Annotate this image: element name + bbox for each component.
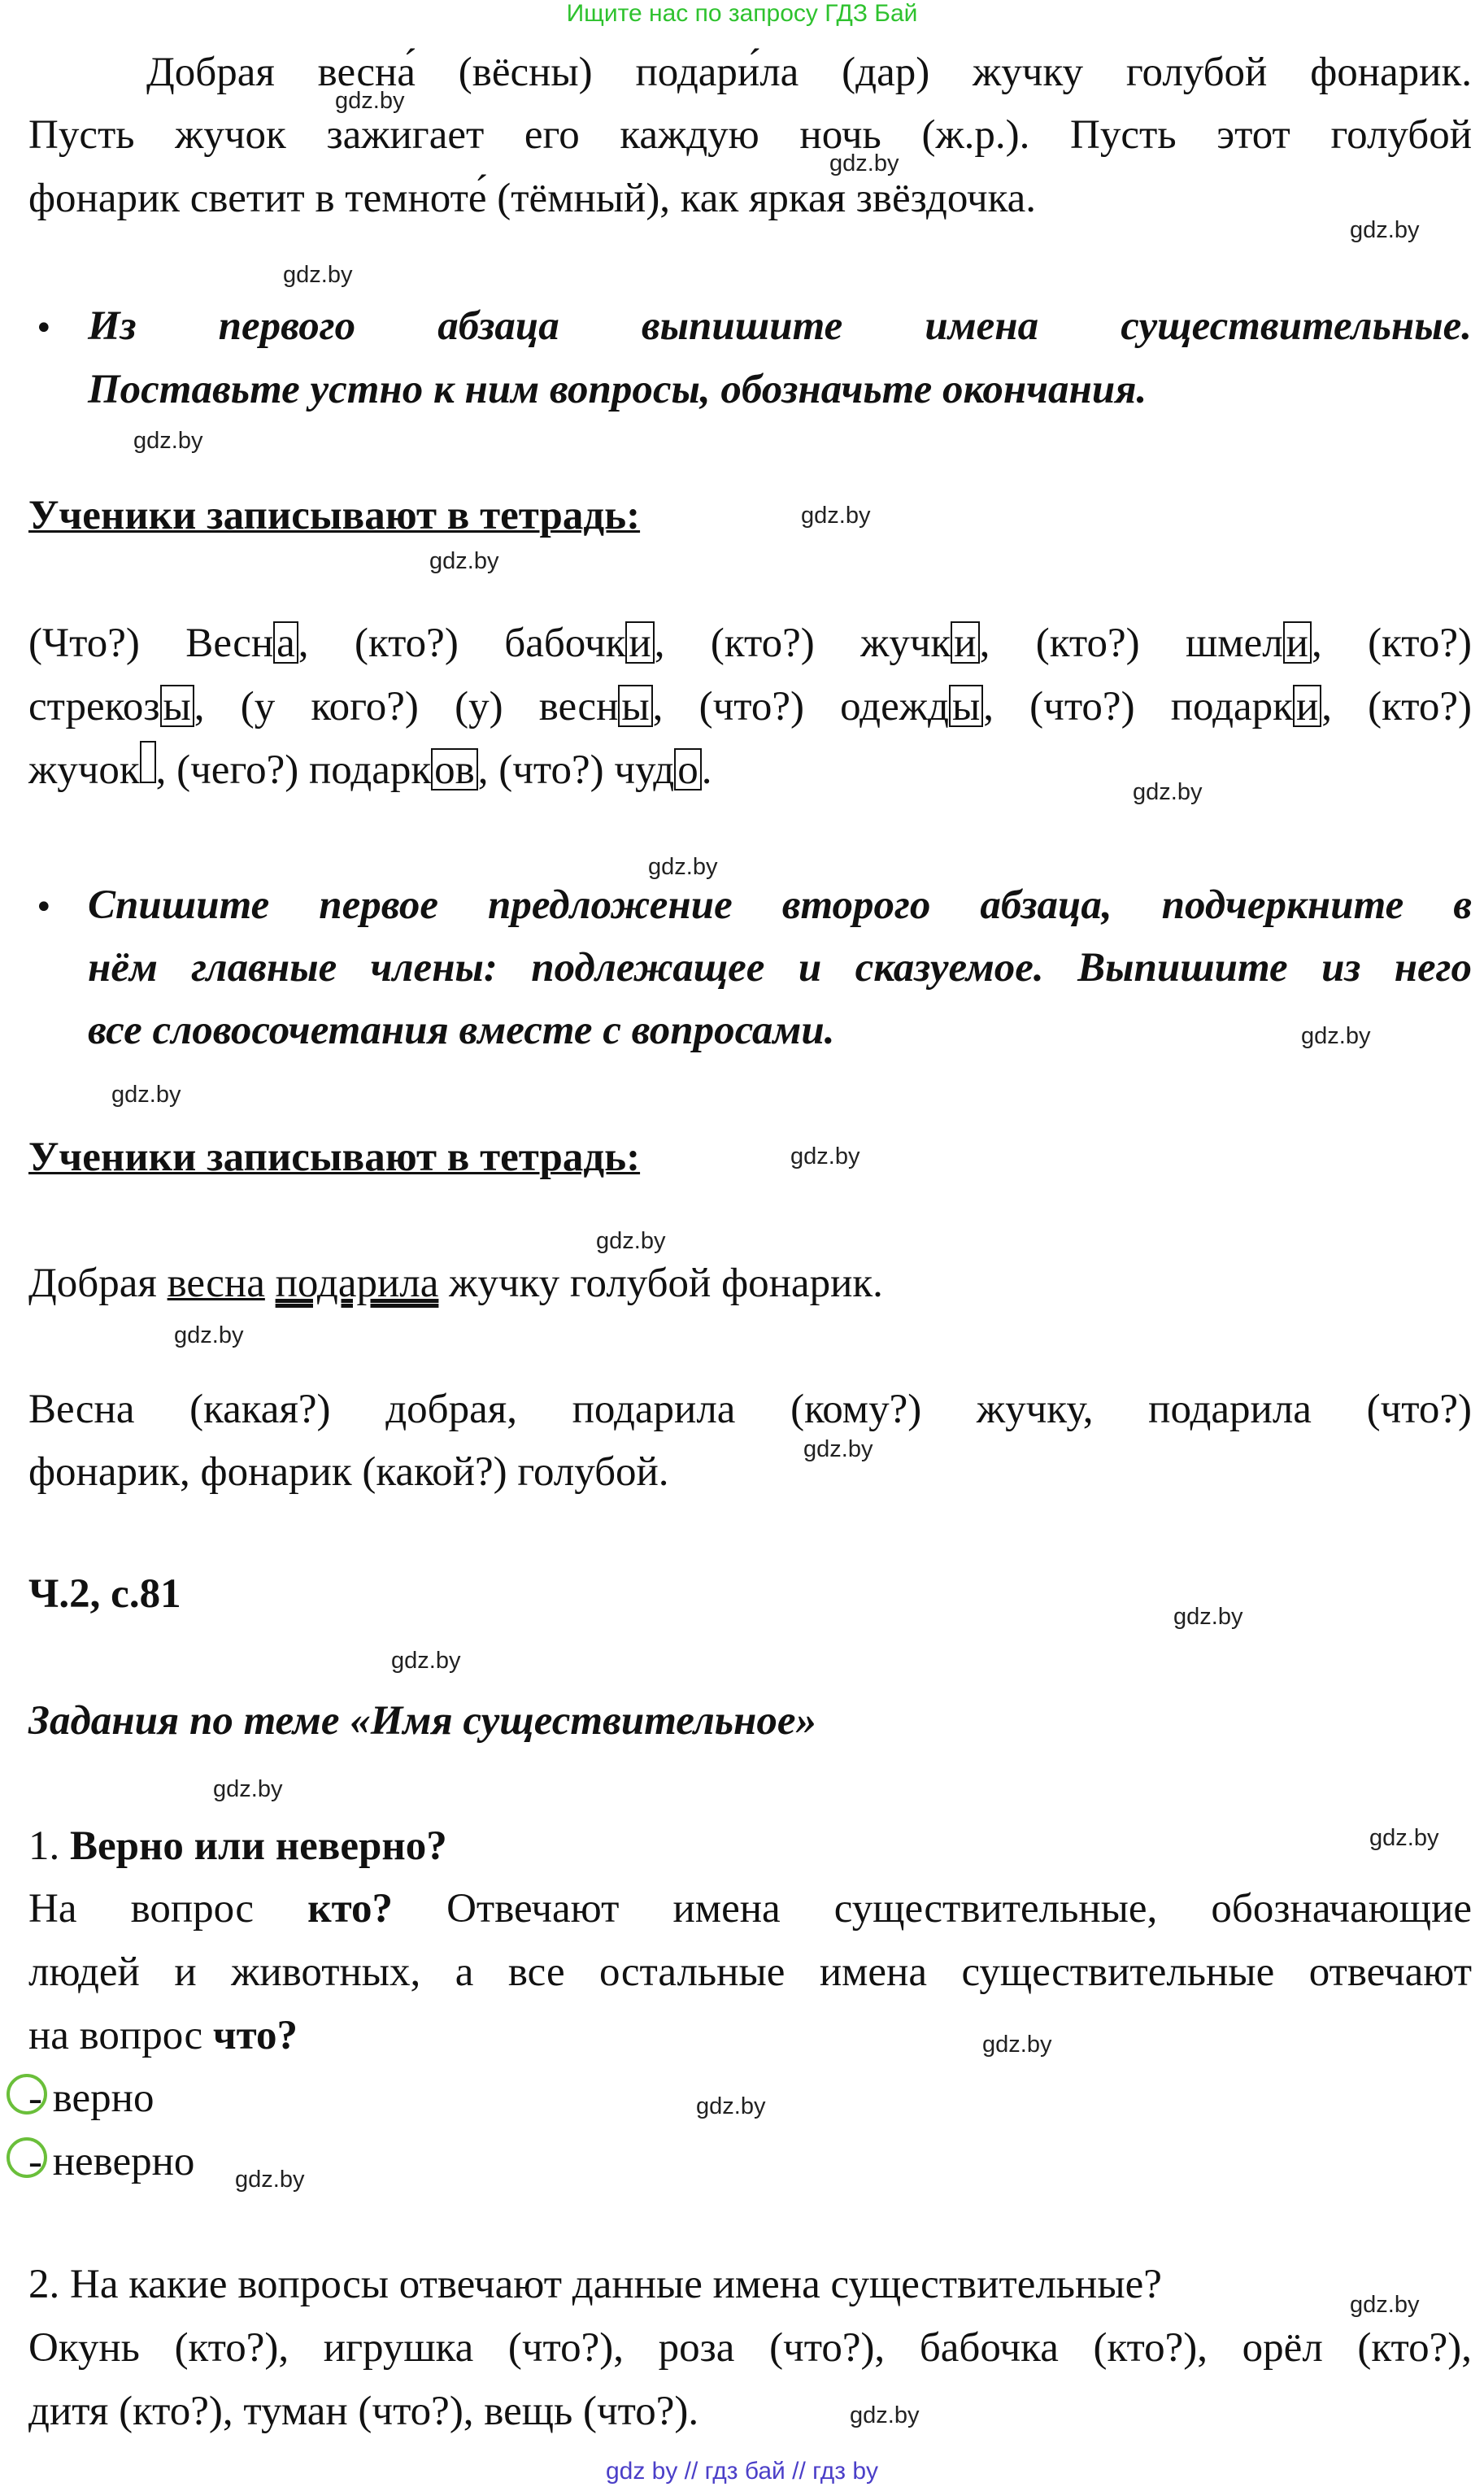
watermark: gdz.by	[1369, 1825, 1439, 1851]
watermark: gdz.by	[133, 428, 203, 454]
task1-line2: Поставьте устно к ним вопросы, обозначьте окончания.	[88, 367, 1147, 412]
task2-line3: все словосочетания вместе с вопросами.	[88, 1008, 835, 1053]
q1-text: На вопрос	[28, 1886, 308, 1932]
watermark: gdz.by	[174, 1322, 244, 1348]
watermark: gdz.by	[982, 2032, 1052, 2058]
watermark: gdz.by	[1350, 2292, 1420, 2318]
answer-text: .	[701, 747, 712, 793]
answer-text: , (чего?) подарк	[155, 747, 432, 793]
watermark: gdz.by	[391, 1648, 461, 1674]
watermark: gdz.by	[235, 2167, 305, 2193]
paragraph1-line3: фонарик светит в темноте́ (тёмный), как яркая звёздочка.	[28, 176, 1037, 221]
watermark: gdz.by	[596, 1228, 666, 1254]
answer1-line2	[28, 675, 1472, 738]
section-subtitle: Задания по теме «Имя существительное»	[28, 1698, 816, 1744]
watermark: gdz.by	[1133, 779, 1203, 805]
answer-text: жучку голубой фонарик.	[438, 1261, 883, 1306]
answer-text: , (что?) одежд	[652, 684, 949, 730]
q1-bold: что?	[212, 2013, 298, 2058]
answer2-sentence	[28, 1252, 1472, 1315]
footer-note: gdz by // гдз бай // гдз by	[605, 2458, 879, 2485]
empty-ending-box	[140, 741, 156, 783]
watermark: gdz.by	[335, 88, 405, 114]
watermark: gdz.by	[801, 503, 871, 529]
answer-text	[265, 1261, 276, 1306]
q1-line2: людей и животных, а все остальные имена существительные отвечают	[28, 1949, 1472, 1995]
ending-box: и	[625, 621, 654, 664]
q1-number: 1.	[28, 1823, 70, 1869]
q1-option-true: - верно	[28, 2075, 154, 2121]
paragraph1-line2: Пусть жучок зажигает его каждую ночь (ж.р.). Пусть этот голубой	[28, 112, 1472, 158]
ending-box: и	[951, 621, 979, 664]
subject-underlined: весна	[167, 1261, 265, 1306]
watermark: gdz.by	[829, 150, 899, 176]
answer-text: , (кто?)	[1321, 684, 1473, 730]
ending-box: а	[273, 621, 298, 664]
q1-text: Отвечают имена существительные, обозначающие	[392, 1886, 1472, 1932]
ending-box: ов	[431, 748, 478, 791]
watermark: gdz.by	[283, 262, 353, 288]
answer-text: Добрая	[28, 1261, 168, 1306]
paragraph1-line1: Добрая весна́ (вёсны) подари́ла (дар) жучку голубой фонарик.	[146, 50, 1472, 95]
q2-line1: 2. На какие вопросы отвечают данные имена существительные?	[28, 2262, 1162, 2307]
watermark: gdz.by	[648, 854, 718, 880]
answer-text: , (кто?) бабочк	[298, 621, 626, 666]
q1-line3	[28, 2004, 1472, 2067]
watermark: gdz.by	[850, 2402, 920, 2428]
answer-text: , (что?) подарк	[983, 684, 1293, 730]
section-title: Ч.2, с.81	[28, 1571, 181, 1617]
answer-text: , (у кого?) (у) весн	[194, 684, 619, 730]
task1-line1: Из первого абзаца выпишите имена существительные.	[88, 303, 1472, 349]
q2-line2: Окунь (кто?), игрушка (что?), роза (что?), бабочка (кто?), орёл (кто?),	[28, 2325, 1472, 2371]
answer-text: , (кто?) жучк	[654, 621, 951, 666]
watermark: gdz.by	[1301, 1023, 1371, 1049]
ending-box: ы	[949, 685, 983, 727]
bullet-icon: •	[34, 310, 54, 347]
answer-text: стрекоз	[28, 684, 160, 730]
predicate-underlined: подарила	[275, 1261, 439, 1306]
task2-line2: нём главные члены: подлежащее и сказуемое. Выпишите из него	[88, 945, 1472, 991]
answer-text: жучок	[28, 747, 140, 793]
q1-heading	[28, 1814, 1472, 1878]
watermark: gdz.by	[429, 548, 499, 574]
answer2-phrases-line2: фонарик, фонарик (какой?) голубой.	[28, 1449, 669, 1495]
answer2-phrases-line1: Весна (какая?) добрая, подарила (кому?) жучку, подарила (что?)	[28, 1387, 1472, 1432]
watermark: gdz.by	[803, 1436, 873, 1462]
students-write-label-1: Ученики записывают в тетрадь:	[28, 493, 641, 538]
ending-box: ы	[160, 685, 194, 727]
q2-line3: дитя (кто?), туман (что?), вещь (что?).	[28, 2389, 699, 2434]
bullet-icon: •	[34, 889, 54, 926]
header-note: Ищите нас по запросу ГДЗ Бай	[566, 0, 918, 27]
students-write-label-2: Ученики записывают в тетрадь:	[28, 1135, 641, 1180]
watermark: gdz.by	[213, 1776, 283, 1802]
ending-box: и	[1293, 685, 1321, 727]
q1-text: на вопрос	[28, 2013, 213, 2058]
answer1-line1	[28, 612, 1472, 675]
q1-title: Верно или неверно?	[70, 1823, 447, 1869]
ending-box: о	[674, 748, 702, 791]
answer1-line3	[28, 738, 1472, 802]
watermark: gdz.by	[1350, 217, 1420, 243]
answer-text: (Что?) Весн	[28, 621, 274, 666]
q1-option-false: - неверно	[28, 2139, 195, 2184]
watermark: gdz.by	[790, 1143, 860, 1169]
answer-text: , (кто?)	[1311, 621, 1472, 666]
ending-box: и	[1283, 621, 1312, 664]
task2-line1: Спишите первое предложение второго абзаца, подчеркните в	[88, 882, 1472, 928]
answer-text: , (что?) чуд	[477, 747, 675, 793]
watermark: gdz.by	[1173, 1604, 1243, 1630]
watermark: gdz.by	[696, 2093, 766, 2119]
watermark: gdz.by	[111, 1082, 181, 1108]
q1-bold: кто?	[307, 1886, 393, 1932]
answer-text: , (кто?) шмел	[979, 621, 1283, 666]
ending-box: ы	[618, 685, 652, 727]
q1-line1	[28, 1877, 1472, 1940]
